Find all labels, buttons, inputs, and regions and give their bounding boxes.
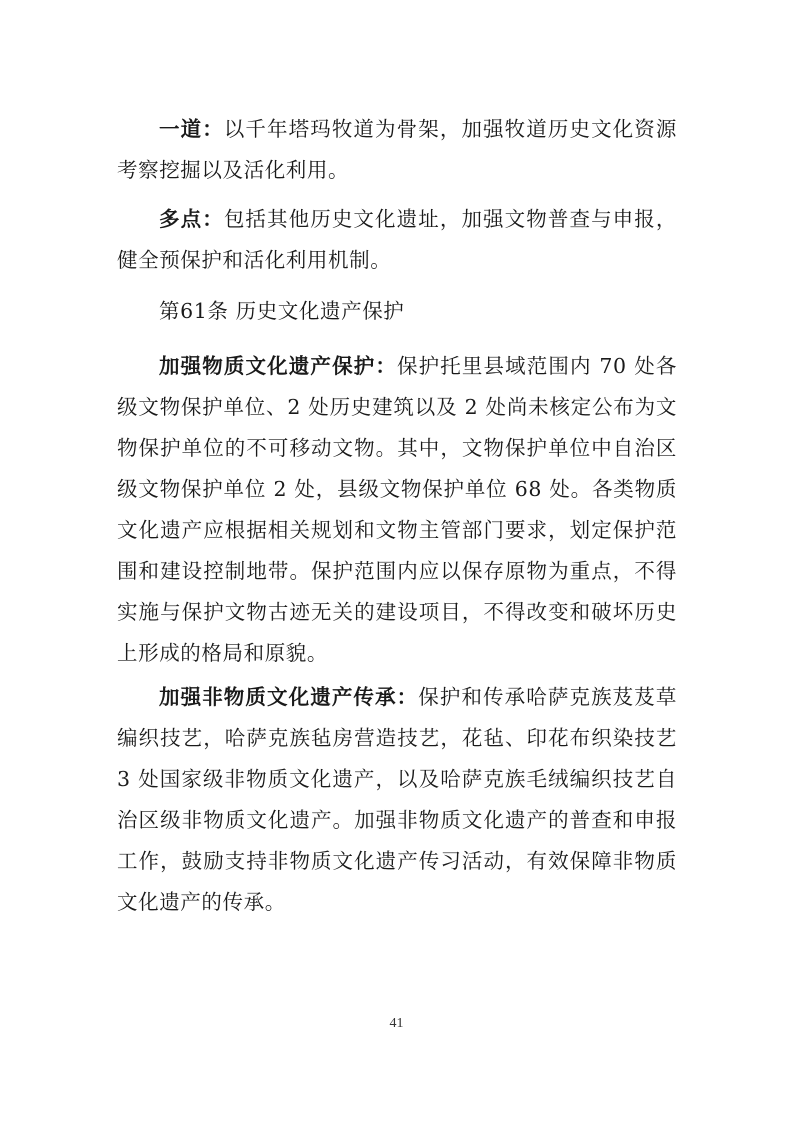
paragraph-material-heritage (117, 346, 677, 674)
page-number: 41 (389, 1016, 404, 1031)
paragraph-lead: 一道： (159, 117, 224, 141)
paragraph-lead: 加强物质文化遗产保护： (159, 354, 397, 378)
paragraph-body: 保护和传承哈萨克族芨芨草编织技艺，哈萨克族毡房营造技艺，花毡、印花布织染技艺 3 处国家级非物质文化遗产，以及哈萨克族毛绒编织技艺自治区级非物质文化遗产。加强非物质文化遗产的普查和申报工作，鼓励支持非物质文化遗产传习活动，有效保障非物质文化遗产的传承。 (117, 685, 677, 914)
paragraph-yidao (117, 109, 677, 191)
paragraph-body: 保护托里县域范围内 70 处各级文物保护单位、2 处历史建筑以及 2 处尚未核定公布为文物保护单位的不可移动文物。其中，文物保护单位中自治区级文物保护单位 2 处，县级文物保护单位 68 处。各类物质文化遗产应根据相关规划和文物主管部门要求，划定保护范围和建设控制地带。保护范围内应以保存原物为重点，不得实施与保护文物古迹无关的建设项目，不得改变和破坏历史上形成的格局和原貌。 (117, 354, 677, 665)
paragraph-lead: 多点： (159, 207, 224, 231)
paragraph-body: 以千年塔玛牧道为骨架，加强牧道历史文化资源考察挖掘以及活化利用。 (117, 117, 677, 182)
paragraph-lead: 加强非物质文化遗产传承： (159, 685, 419, 709)
section-heading: 第61条 历史文化遗产保护 (159, 299, 405, 323)
paragraph-intangible-heritage (117, 677, 677, 923)
paragraph-body: 包括其他历史文化遗址，加强文物普查与申报，健全预保护和活化利用机制。 (117, 207, 677, 272)
paragraph-duodian (117, 199, 677, 281)
